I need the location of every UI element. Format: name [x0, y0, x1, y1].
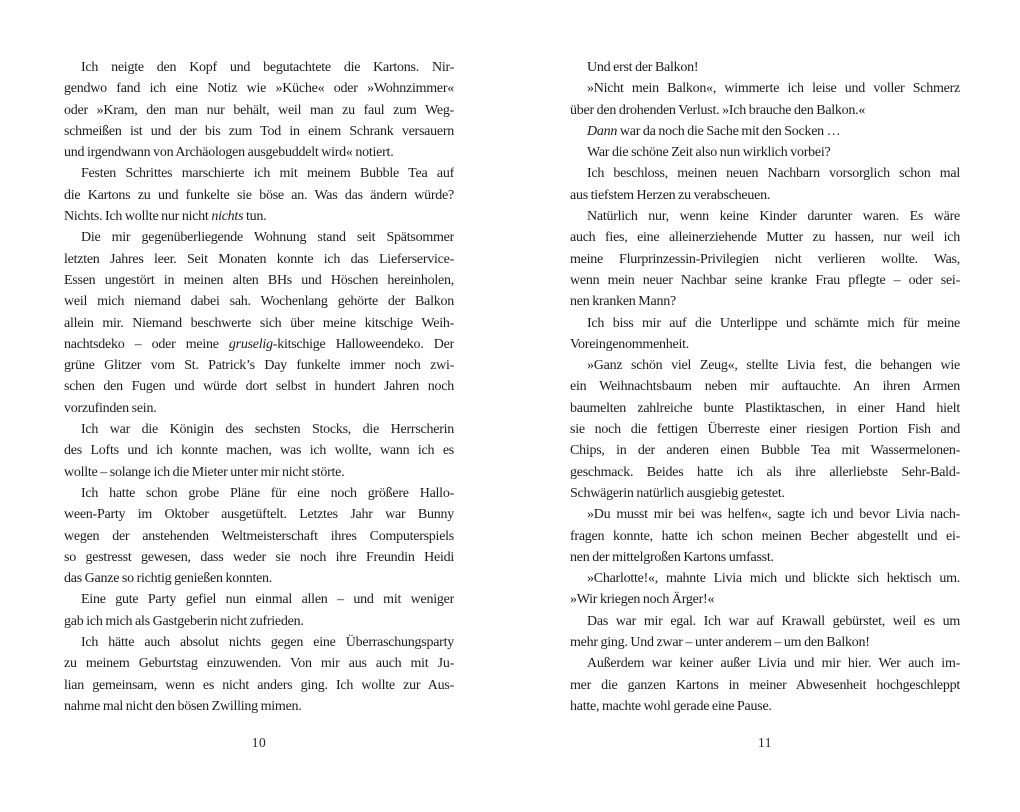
body-text: Ich biss mir auf die Unterlippe und schämte mich für meine	[587, 315, 960, 331]
body-text: War die schöne Zeit also nun wirklich vorbei?	[587, 145, 831, 161]
body-text: tun.	[243, 209, 267, 225]
body-text: die Kartons zu und funkelte sie böse an. Was das ändern würde?	[64, 187, 454, 203]
paragraph	[570, 504, 960, 568]
body-text: so gestresst gewesen, dass weder sie noch ihre Freundin Heidi	[64, 549, 454, 565]
text-line	[570, 185, 960, 206]
body-text: auch fies, eine alleinerziehende Mutter zu hassen, nur weil ich	[570, 230, 960, 246]
paragraph	[570, 163, 960, 206]
body-text: weil mich niemand dabei sah. Wochenlang gehörte der Balkon	[64, 294, 454, 310]
text-line	[64, 78, 454, 99]
text-line	[64, 334, 454, 355]
text-line	[64, 589, 454, 610]
text-line	[64, 398, 454, 419]
text-line	[64, 675, 454, 696]
text-line	[570, 78, 960, 99]
body-text: mehr ging. Und zwar – unter anderem – um den Balkon!	[570, 635, 870, 651]
paragraph	[570, 568, 960, 611]
body-text: Ich hatte schon grobe Pläne für eine noch größere Hallo-	[81, 485, 454, 501]
text-line	[64, 206, 454, 227]
paragraph	[570, 653, 960, 717]
body-text: grüne Glitzer vom St. Patrick’s Day funkelte immer noch zwi-	[64, 358, 454, 374]
text-line	[570, 440, 960, 461]
body-text: war da noch die Sache mit den Socken …	[617, 123, 841, 139]
text-line	[570, 227, 960, 248]
text-line	[570, 419, 960, 440]
body-text: nen der mittelgroßen Kartons umfasst.	[570, 549, 774, 565]
text-line	[64, 185, 454, 206]
body-text: »Wir kriegen noch Ärger!«	[570, 592, 715, 608]
body-text: Schwägerin natürlich ausgiebig getestet.	[570, 485, 785, 501]
text-line	[570, 355, 960, 376]
body-text: »Ganz schön viel Zeug«, stellte Livia fest, die behangen wie	[587, 358, 960, 374]
body-text: gendwo fand ich eine Notiz wie »Küche« oder »Wohnzimmer«	[64, 81, 454, 97]
body-text: aus tiefstem Herzen zu verabscheuen.	[570, 187, 771, 203]
paragraph	[64, 419, 454, 483]
body-text: »Du musst mir bei was helfen«, sagte ich und bevor Livia nach-	[587, 507, 960, 523]
page-number: 10	[251, 735, 267, 750]
text-line	[570, 632, 960, 653]
text-line	[570, 270, 960, 291]
text-line	[64, 121, 454, 142]
body-text: nachtsdeko – oder meine	[64, 336, 229, 352]
emphasized-text: gruselig	[228, 336, 273, 352]
text-line	[570, 334, 960, 355]
body-text: Nichts. Ich wollte nur nicht	[64, 209, 212, 225]
paragraph	[64, 632, 454, 717]
text-line	[570, 462, 960, 483]
text-line	[570, 696, 960, 717]
paragraph	[570, 57, 960, 78]
paragraph	[64, 483, 454, 589]
body-text: Ich beschloss, meinen neuen Nachbarn vorsorglich schon mal	[587, 166, 960, 182]
body-text: über den drohenden Verlust. »Ich brauche den Balkon.«	[570, 102, 866, 118]
text-line	[64, 376, 454, 397]
text-line	[64, 419, 454, 440]
body-text: Eine gute Party gefiel nun einmal allen – und mit weniger	[81, 592, 454, 608]
body-text: ein Weihnachtsbaum neben mir auftauchte. An ihren Armen	[570, 379, 960, 395]
body-text: baumelten zahlreiche bunte Plastiktaschen, in einer Hand hielt	[570, 400, 960, 416]
body-text: Und erst der Balkon!	[587, 60, 699, 75]
body-text: oder »Kram, den man nur behält, weil man zu faul zum Weg-	[64, 102, 454, 118]
text-line	[64, 249, 454, 270]
body-text: wegen der anstehenden Weltmeisterschaft ihres Computerspiels	[64, 528, 454, 544]
body-text: ween-Party im Oktober ausgetüftelt. Letztes Jahr war Bunny	[64, 507, 454, 523]
text-line	[570, 313, 960, 334]
text-line	[570, 142, 960, 163]
text-line	[570, 568, 960, 589]
text-line	[570, 100, 960, 121]
text-line	[64, 57, 454, 78]
text-line	[570, 398, 960, 419]
body-text: Die mir gegenüberliegende Wohnung stand seit Spätsommer	[81, 230, 454, 246]
text-line	[64, 611, 454, 632]
text-line	[570, 249, 960, 270]
text-line	[64, 547, 454, 568]
body-text: hatte, machte wohl gerade eine Pause.	[570, 698, 772, 714]
text-line	[64, 462, 454, 483]
page-text	[64, 57, 454, 717]
text-line	[64, 291, 454, 312]
body-text: Essen ungestört in meinen alten BHs und Höschen hereinholen,	[64, 272, 454, 288]
body-text: »Nicht mein Balkon«, wimmerte ich leise und voller Schmerz	[587, 81, 960, 97]
paragraph	[64, 589, 454, 632]
body-text: geschmack. Beides hatte ich als ihre allerliebste Sehr-Bald-	[570, 464, 960, 480]
body-text: vorzufinden sein.	[64, 400, 157, 416]
body-text: fragen konnte, hatte ich schon meinen Becher abgestellt und ei-	[570, 528, 960, 544]
text-line	[570, 483, 960, 504]
text-line	[570, 121, 960, 142]
body-text: nahme mal nicht den bösen Zwilling mimen.	[64, 698, 302, 714]
text-line	[64, 653, 454, 674]
body-text: schen den Fugen und würde dort selbst in hundert Jahren noch	[64, 379, 454, 395]
body-text: letzten Jahres leer. Seit Monaten konnte ich das Lieferservice-	[64, 251, 454, 267]
text-line	[570, 675, 960, 696]
paragraph	[570, 142, 960, 163]
body-text: Das war mir egal. Ich war auf Krawall gebürstet, weil es um	[587, 613, 960, 629]
body-text: Voreingenommenheit.	[570, 336, 690, 352]
text-line	[570, 589, 960, 610]
text-line	[64, 568, 454, 589]
text-line	[64, 355, 454, 376]
page-number: 11	[758, 735, 772, 750]
body-text: Ich neigte den Kopf und begutachtete die Kartons. Nir-	[81, 60, 454, 75]
paragraph	[64, 227, 454, 419]
body-text: sie noch die fettigen Überreste einer riesigen Portion Fish and	[570, 422, 960, 438]
body-text: nen kranken Mann?	[570, 294, 676, 310]
text-line	[570, 163, 960, 184]
text-line	[64, 483, 454, 504]
body-text: gab ich mich als Gastgeberin nicht zufrieden.	[64, 613, 304, 629]
body-text: »Charlotte!«, mahnte Livia mich und blickte sich hektisch um.	[587, 571, 960, 587]
text-line	[570, 547, 960, 568]
text-line	[64, 313, 454, 334]
text-line	[64, 163, 454, 184]
body-text: des Lofts und ich konnte machen, was ich wollte, wann ich es	[64, 443, 454, 459]
emphasized-text: Dann	[587, 123, 618, 139]
text-line	[570, 376, 960, 397]
body-text: lian gemeinsam, wenn es nicht anders ging. Ich wollte zur Aus-	[64, 677, 454, 693]
text-line	[570, 291, 960, 312]
paragraph	[570, 355, 960, 504]
body-text: mer die ganzen Kartons in meiner Abwesenheit hochgeschleppt	[570, 677, 960, 693]
body-text: Außerdem war keiner außer Livia und mir hier. Wer auch im-	[587, 656, 960, 672]
page-text	[570, 57, 960, 717]
body-text: -kitschige Halloweendeko. Der	[272, 336, 454, 352]
paragraph	[64, 163, 454, 227]
paragraph	[570, 206, 960, 312]
body-text: zu meinem Geburtstag einzuwenden. Von mir aus auch mit Ju-	[64, 656, 454, 672]
body-text: Festen Schrittes marschierte ich mit meinem Bubble Tea auf	[81, 166, 454, 182]
body-text: wollte – solange ich die Mieter unter mir nicht störte.	[64, 464, 345, 480]
body-text: schmeißen ist und der bis zum Tod in einem Schrank versauern	[64, 123, 454, 139]
text-line	[570, 504, 960, 525]
text-line	[64, 440, 454, 461]
paragraph	[570, 78, 960, 121]
text-line	[64, 270, 454, 291]
body-text: das Ganze so richtig genießen konnten.	[64, 571, 273, 587]
text-line	[570, 526, 960, 547]
paragraph	[64, 57, 454, 163]
body-text: meine Flurprinzessin-Privilegien nicht verlieren wollte. Was,	[570, 251, 960, 267]
text-line	[64, 526, 454, 547]
body-text: und irgendwann von Archäologen ausgebuddelt wird« notiert.	[64, 145, 394, 161]
text-line	[64, 504, 454, 525]
page-right	[570, 57, 960, 777]
body-text: Natürlich nur, wenn keine Kinder darunter waren. Es wäre	[587, 209, 960, 225]
text-line	[570, 206, 960, 227]
paragraph	[570, 611, 960, 654]
text-line	[64, 142, 454, 163]
page-left	[64, 57, 454, 777]
text-line	[570, 57, 960, 78]
paragraph	[570, 313, 960, 356]
text-line	[570, 611, 960, 632]
emphasized-text: nichts	[211, 209, 244, 225]
text-line	[64, 100, 454, 121]
text-line	[64, 696, 454, 717]
body-text: wenn mein neuer Nachbar seine kranke Frau pflegte – oder sei-	[570, 272, 960, 288]
text-line	[64, 227, 454, 248]
body-text: Chips, in der anderen einen Bubble Tea mit Wassermelonen-	[570, 443, 960, 459]
text-line	[570, 653, 960, 674]
body-text: allein mir. Niemand beschwerte sich über meine kitschige Weih-	[64, 315, 454, 331]
paragraph	[570, 121, 960, 142]
body-text: Ich hätte auch absolut nichts gegen eine Überraschungsparty	[81, 635, 454, 651]
text-line	[64, 632, 454, 653]
body-text: Ich war die Königin des sechsten Stocks, die Herrscherin	[81, 422, 454, 438]
